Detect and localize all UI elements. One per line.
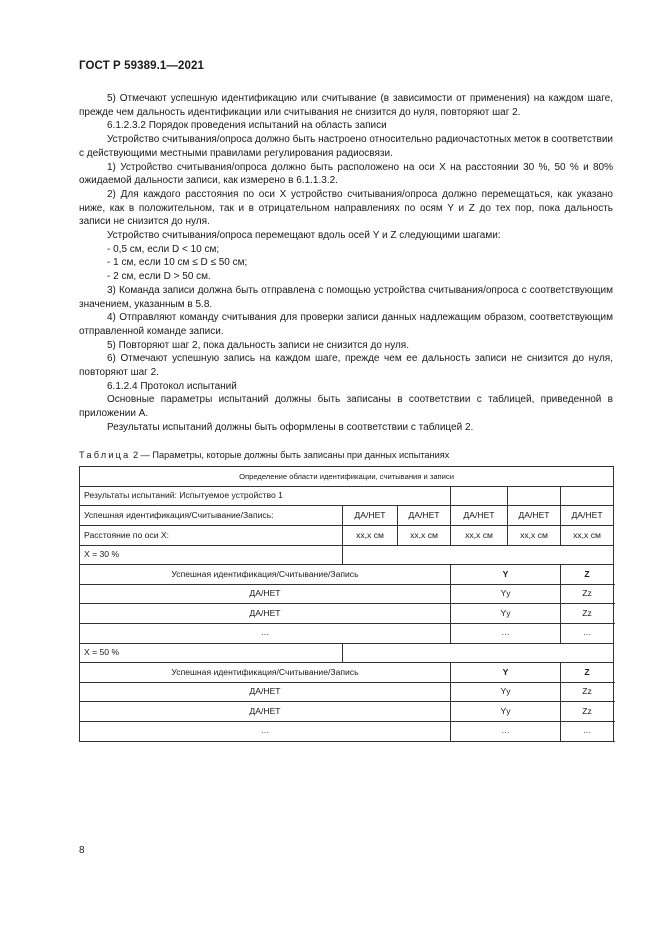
distance-cell: хх,х см	[451, 526, 508, 546]
section-heading: 6.1.2.4 Протокол испытаний	[107, 380, 237, 392]
z-value-cell: …	[561, 624, 614, 644]
yes-no-cell: ДА/НЕТ	[343, 506, 398, 526]
paragraph: 4) Отправляют команду считывания для проверки записи данных надлежащим образом, соответствующим отправленной команде записи.	[79, 312, 613, 337]
result-cell: …	[80, 624, 451, 644]
y-value-cell: Yy	[451, 604, 561, 624]
distance-cell: хх,х см	[561, 526, 614, 546]
x-label: X = 30 %	[80, 545, 343, 565]
table-row	[80, 722, 614, 742]
column-y: Y	[451, 663, 561, 683]
z-value-cell: Zz	[561, 702, 614, 722]
table-row	[80, 506, 614, 526]
table-row	[80, 682, 614, 702]
table-row	[80, 643, 614, 663]
results-table	[79, 466, 614, 741]
paragraph: 3) Команда записи должна быть отправлена с помощью устройства считывания/опроса с соответствующим значением, указанным в 5.8.	[79, 284, 613, 310]
x-label: X = 50 %	[80, 643, 343, 663]
success-label: Успешная идентификация/Считывание/Запись:	[80, 506, 343, 526]
column-label: Успешная идентификация/Считывание/Запись	[80, 663, 451, 683]
table-row	[80, 604, 614, 624]
list-item: - 2 см, если D > 50 см.	[107, 271, 211, 283]
page-number: 8	[79, 845, 85, 856]
table-row	[80, 565, 614, 585]
paragraph: 2) Для каждого расстояния по оси X устройство считывания/опроса должно перемещаться, как указано ниже, как в положительном, так и в отрицательном направлениях по осям Y и Z до тех пор, пока дальность записи не снизится до нуля.	[79, 188, 613, 228]
z-value-cell: Zz	[561, 584, 614, 604]
list-item: - 1 см, если 10 см ≤ D ≤ 50 см;	[107, 257, 248, 269]
y-value-cell: Yy	[451, 702, 561, 722]
result-cell: ДА/НЕТ	[80, 584, 451, 604]
result-cell: …	[80, 722, 451, 742]
y-value-cell: …	[451, 722, 561, 742]
paragraph: Устройство считывания/опроса должно быть настроено относительно радиочастотных меток в соответствии с действующими местными правилами регулирования радиосвязи.	[79, 134, 613, 159]
paragraph: Основные параметры испытаний должны быть записаны в соответствии с таблицей, приведенной в приложении А.	[79, 394, 613, 420]
paragraph: 6) Отмечают успешную запись на каждом шаге, прежде чем ее дальность записи не снизится до нуля, повторяют шаг 2.	[79, 353, 613, 379]
table-row	[80, 702, 614, 722]
results-label: Результаты испытаний: Испытуемое устройство 1	[80, 486, 451, 506]
table-row	[80, 467, 614, 487]
table-row	[80, 663, 614, 683]
table-caption	[79, 449, 613, 463]
section-heading: 6.1.2.3.2 Порядок проведения испытаний на область записи	[107, 120, 387, 132]
y-value-cell: Yy	[451, 682, 561, 702]
paragraph: Устройство считывания/опроса перемещают вдоль осей Y и Z следующими шагами:	[107, 230, 501, 242]
column-z: Z	[561, 663, 614, 683]
distance-cell: хх,х см	[343, 526, 398, 546]
paragraph: 1) Устройство считывания/опроса должно быть расположено на оси X на расстоянии 30 %, 50 % и 80% ожидаемой дальности записи, как измерено в 6.1.1.3.2.	[79, 161, 613, 187]
yes-no-cell: ДА/НЕТ	[398, 506, 451, 526]
y-value-cell: …	[451, 624, 561, 644]
distance-cell: хх,х см	[398, 526, 451, 546]
result-cell: ДА/НЕТ	[80, 604, 451, 624]
table-caption-text: 2 — Параметры, которые должны быть записаны при данных испытаниях	[133, 449, 450, 460]
yes-no-cell: ДА/НЕТ	[451, 506, 508, 526]
table-row	[80, 486, 614, 506]
result-cell: ДА/НЕТ	[80, 682, 451, 702]
z-value-cell: …	[561, 722, 614, 742]
column-y: Y	[451, 565, 561, 585]
list-item: - 0,5 см, если D < 10 см;	[107, 243, 220, 255]
table-row	[80, 584, 614, 604]
table-heading: Определение области идентификации, считывания и записи	[80, 467, 614, 487]
column-z: Z	[561, 565, 614, 585]
paragraph: 5) Повторяют шаг 2, пока дальность записи не снизится до нуля.	[107, 339, 409, 351]
y-value-cell: Yy	[451, 584, 561, 604]
table-row	[80, 526, 614, 546]
distance-label: Расстояние по оси X:	[80, 526, 343, 546]
document-header: ГОСТ Р 59389.1—2021	[79, 60, 204, 72]
paragraph: 5) Отмечают успешную идентификацию или считывание (в зависимости от применения) на каждом шаге, прежде чем дальность идентификации или считывания не снизится до нуля, повторяют шаг 2.	[79, 93, 613, 118]
yes-no-cell: ДА/НЕТ	[508, 506, 561, 526]
table-caption-word: Таблица	[79, 449, 131, 460]
table-row	[80, 545, 614, 565]
table-row	[80, 624, 614, 644]
z-value-cell: Zz	[561, 604, 614, 624]
column-label: Успешная идентификация/Считывание/Запись	[80, 565, 451, 585]
document-body	[79, 92, 613, 742]
distance-cell: хх,х см	[508, 526, 561, 546]
yes-no-cell: ДА/НЕТ	[561, 506, 614, 526]
result-cell: ДА/НЕТ	[80, 702, 451, 722]
paragraph: Результаты испытаний должны быть оформлены в соответствии с таблицей 2.	[107, 421, 474, 433]
z-value-cell: Zz	[561, 682, 614, 702]
